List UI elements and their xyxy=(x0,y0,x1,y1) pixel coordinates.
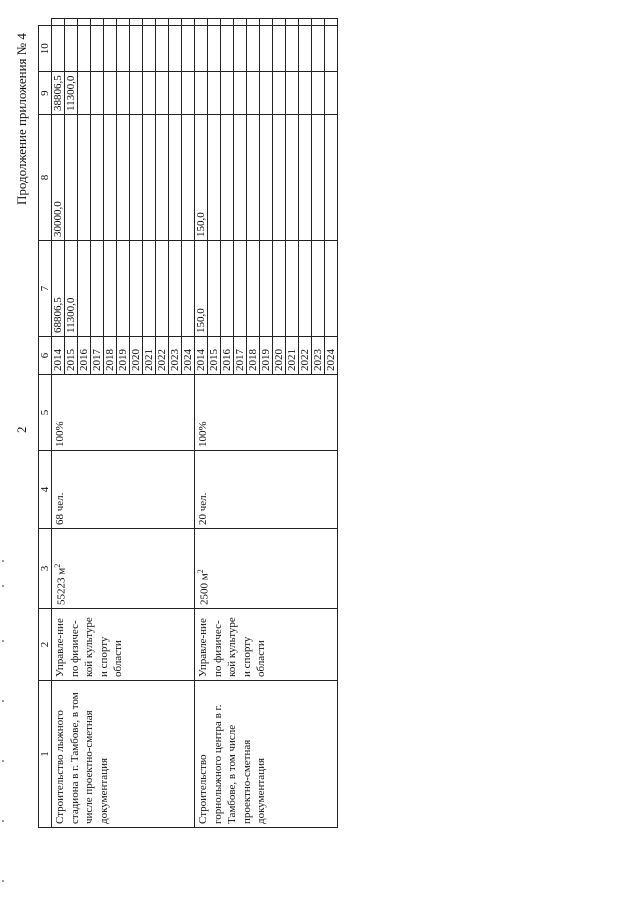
col9-value xyxy=(182,26,195,72)
col9-value xyxy=(91,26,104,72)
col8-value xyxy=(234,72,247,115)
col8-value xyxy=(260,72,273,115)
col7-value xyxy=(65,115,78,241)
col7-value xyxy=(208,115,221,241)
col7-value xyxy=(78,115,91,241)
col8-value: 38806,5 xyxy=(52,72,65,115)
year-cell: 2021 xyxy=(143,337,156,375)
col9-value xyxy=(221,26,234,72)
area-value: 55223 м xyxy=(55,567,68,605)
year-cell: 2024 xyxy=(325,337,338,375)
col8-value xyxy=(130,72,143,115)
col6-value xyxy=(182,241,195,337)
col10-value xyxy=(117,19,130,26)
year-cell: 2015 xyxy=(65,337,78,375)
col10-value xyxy=(169,19,182,26)
col10-value xyxy=(143,19,156,26)
col-header-5: 5 xyxy=(39,375,52,451)
year-row xyxy=(52,19,65,828)
budget-table xyxy=(38,18,338,828)
col9-value xyxy=(286,26,299,72)
col6-value xyxy=(117,241,130,337)
col10-value xyxy=(208,19,221,26)
col8-value xyxy=(156,72,169,115)
people-cell: 20 чел. xyxy=(195,451,338,529)
year-cell: 2021 xyxy=(286,337,299,375)
col8-value xyxy=(299,72,312,115)
percent-cell: 100% xyxy=(195,375,338,451)
year-cell: 2020 xyxy=(130,337,143,375)
year-cell: 2014 xyxy=(195,337,208,375)
col9-value xyxy=(208,26,221,72)
page-number: 2 xyxy=(14,426,29,433)
col8-value xyxy=(312,72,325,115)
year-cell: 2022 xyxy=(156,337,169,375)
col9-value xyxy=(273,26,286,72)
object-name-cell: Строительство лыжного стадиона в г. Тамбове, в том числе проектно-сметная документация xyxy=(52,681,195,828)
col8-value xyxy=(169,72,182,115)
col8-value xyxy=(195,72,208,115)
col10-value xyxy=(65,19,78,26)
col10-value xyxy=(91,19,104,26)
col6-value xyxy=(169,241,182,337)
area-unit-superscript: 2 xyxy=(196,569,205,574)
col6-value xyxy=(104,241,117,337)
col10-value xyxy=(260,19,273,26)
col6-value xyxy=(156,241,169,337)
col6-value xyxy=(78,241,91,337)
year-cell: 2017 xyxy=(234,337,247,375)
col9-value xyxy=(143,26,156,72)
people-cell: 68 чел. xyxy=(52,451,195,529)
col10-value xyxy=(247,19,260,26)
col9-value xyxy=(325,26,338,72)
col10-value xyxy=(195,19,208,26)
col8-value xyxy=(78,72,91,115)
column-number-row xyxy=(39,19,52,828)
col8-value xyxy=(143,72,156,115)
col7-value xyxy=(286,115,299,241)
percent-cell: 100% xyxy=(52,375,195,451)
col8-value xyxy=(247,72,260,115)
col7-value xyxy=(143,115,156,241)
col8-value xyxy=(221,72,234,115)
col10-value xyxy=(273,19,286,26)
col7-value xyxy=(312,115,325,241)
col9-value xyxy=(299,26,312,72)
area-cell xyxy=(195,529,338,609)
col10-value xyxy=(299,19,312,26)
col10-value xyxy=(325,19,338,26)
year-cell: 2015 xyxy=(208,337,221,375)
col6-value xyxy=(221,241,234,337)
col10-value xyxy=(156,19,169,26)
col6-value xyxy=(299,241,312,337)
col-header-10: 10 xyxy=(39,26,52,72)
col-header-1: 1 xyxy=(39,681,52,828)
year-row xyxy=(195,19,208,828)
col-header-2: 2 xyxy=(39,609,52,681)
col7-value xyxy=(130,115,143,241)
year-cell: 2016 xyxy=(78,337,91,375)
year-cell: 2019 xyxy=(260,337,273,375)
year-cell: 2020 xyxy=(273,337,286,375)
col-header-8: 8 xyxy=(39,115,52,241)
col-header-7: 7 xyxy=(39,241,52,337)
year-cell: 2022 xyxy=(299,337,312,375)
col9-value xyxy=(65,26,78,72)
executor-cell: Управле-ние по физичес-кой культуре и спорту области xyxy=(52,609,195,681)
col8-value: 11300,0 xyxy=(65,72,78,115)
year-cell: 2018 xyxy=(104,337,117,375)
col7-value xyxy=(169,115,182,241)
year-cell: 2014 xyxy=(52,337,65,375)
col8-value xyxy=(91,72,104,115)
col6-value xyxy=(91,241,104,337)
col7-value xyxy=(221,115,234,241)
col-header-3: 3 xyxy=(39,529,52,609)
appendix-title: Продолжение приложения № 4 xyxy=(14,33,29,205)
col6-value xyxy=(143,241,156,337)
area-cell xyxy=(52,529,195,609)
col7-value xyxy=(260,115,273,241)
col7-value: 30000,0 xyxy=(52,115,65,241)
col7-value xyxy=(104,115,117,241)
col8-value xyxy=(104,72,117,115)
area-value: 2500 м xyxy=(198,573,211,605)
col6-value: 68806,5 xyxy=(52,241,65,337)
col6-value xyxy=(286,241,299,337)
year-cell: 2024 xyxy=(182,337,195,375)
col10-value xyxy=(221,19,234,26)
col9-value xyxy=(312,26,325,72)
col9-value xyxy=(169,26,182,72)
col6-value xyxy=(312,241,325,337)
year-cell: 2019 xyxy=(117,337,130,375)
area-unit-superscript: 2 xyxy=(53,563,62,568)
col8-value xyxy=(273,72,286,115)
page-header xyxy=(14,0,38,905)
col10-value xyxy=(104,19,117,26)
col6-value xyxy=(247,241,260,337)
col8-value xyxy=(208,72,221,115)
col8-value xyxy=(182,72,195,115)
col6-value xyxy=(273,241,286,337)
col-header-4: 4 xyxy=(39,451,52,529)
col7-value xyxy=(91,115,104,241)
col6-value xyxy=(130,241,143,337)
col9-value xyxy=(117,26,130,72)
col10-value xyxy=(312,19,325,26)
col9-value xyxy=(104,26,117,72)
col10-value xyxy=(130,19,143,26)
col9-value xyxy=(234,26,247,72)
col6-value xyxy=(208,241,221,337)
col-header-6: 6 xyxy=(39,337,52,375)
col7-value xyxy=(273,115,286,241)
col9-value xyxy=(195,26,208,72)
year-cell: 2018 xyxy=(247,337,260,375)
col10-value xyxy=(182,19,195,26)
col7-value xyxy=(234,115,247,241)
col8-value xyxy=(117,72,130,115)
col9-value xyxy=(52,26,65,72)
col10-value xyxy=(234,19,247,26)
col6-value xyxy=(325,241,338,337)
col9-value xyxy=(247,26,260,72)
col9-value xyxy=(130,26,143,72)
col7-value xyxy=(325,115,338,241)
object-name-cell: Строительство горнолыжного центра в г. Тамбове, в том числе проектно-сметная документация xyxy=(195,681,338,828)
year-cell: 2023 xyxy=(169,337,182,375)
col7-value xyxy=(182,115,195,241)
col7-value xyxy=(117,115,130,241)
col6-value: 11300,0 xyxy=(65,241,78,337)
year-cell: 2023 xyxy=(312,337,325,375)
year-cell: 2016 xyxy=(221,337,234,375)
col9-value xyxy=(260,26,273,72)
col8-value xyxy=(286,72,299,115)
col10-value xyxy=(286,19,299,26)
col9-value xyxy=(78,26,91,72)
executor-cell: Управле-ние по физичес-кой культуре и спорту области xyxy=(195,609,338,681)
col-header-9: 9 xyxy=(39,72,52,115)
col6-value: 150,0 xyxy=(195,241,208,337)
year-cell: 2017 xyxy=(91,337,104,375)
col8-value xyxy=(325,72,338,115)
col7-value xyxy=(156,115,169,241)
col10-value xyxy=(52,19,65,26)
col10-value xyxy=(78,19,91,26)
col6-value xyxy=(260,241,273,337)
col7-value: 150,0 xyxy=(195,115,208,241)
col7-value xyxy=(247,115,260,241)
col6-value xyxy=(234,241,247,337)
col7-value xyxy=(299,115,312,241)
col9-value xyxy=(156,26,169,72)
